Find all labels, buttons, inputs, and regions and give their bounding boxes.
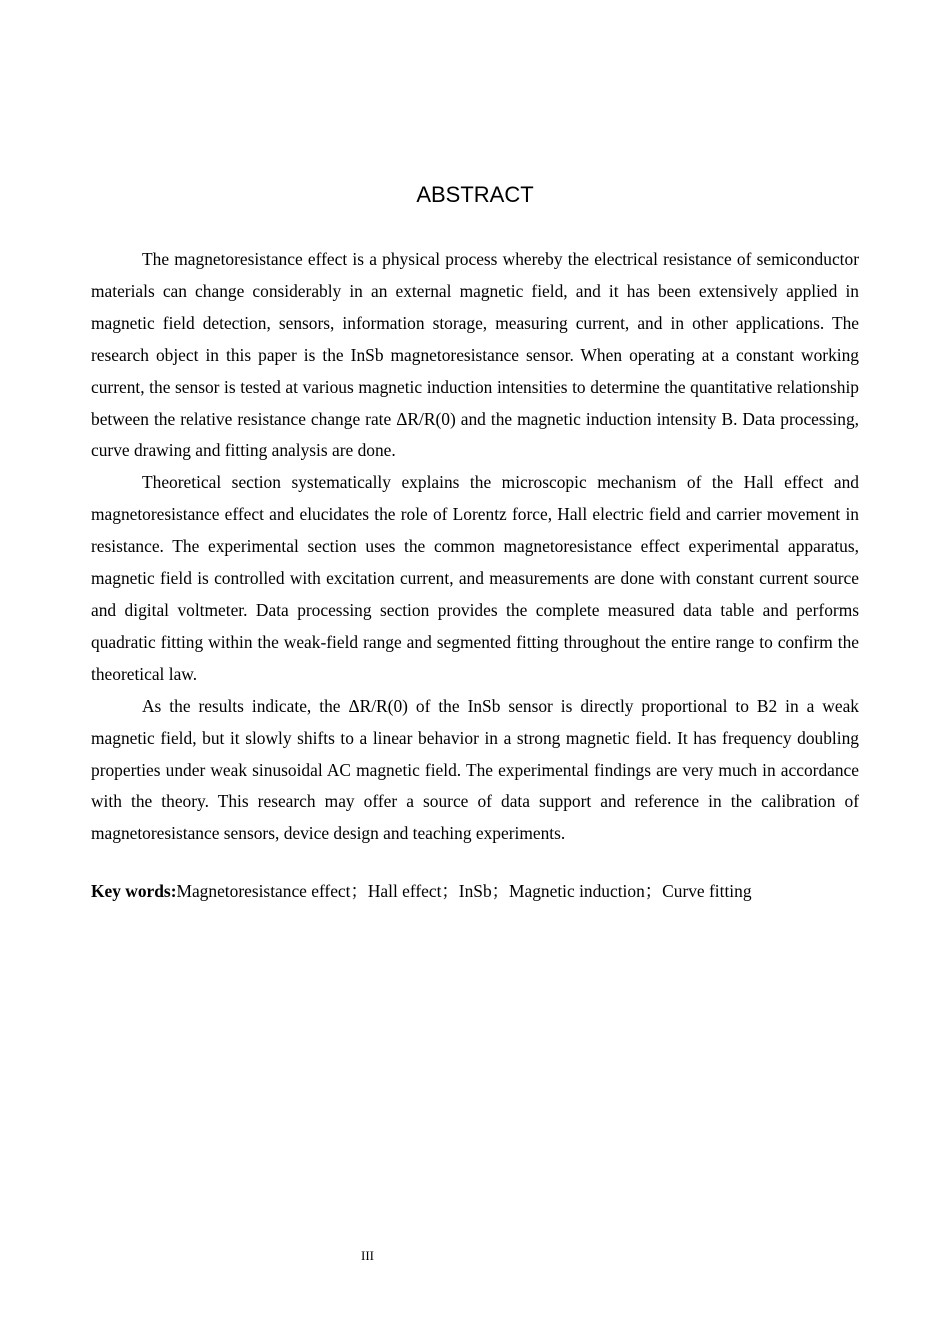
abstract-paragraph-3: As the results indicate, the ΔR/R(0) of the InSb sensor is directly proportional to B2 in a weak magnetic field, but it slowly shifts to a linear behavior in a strong magnetic field. It has frequency doubling properties under weak sinusoidal AC magnetic field. The experimental findings are very much in accordance with the theory. This research may offer a source of data support and reference in the calibration of magnetoresistance sensors, device design and teaching experiments. bbox=[91, 695, 859, 844]
abstract-title: ABSTRACT bbox=[416, 182, 534, 207]
abstract-paragraph-2: Theoretical section systematically explains the microscopic mechanism of the Hall effect and magnetoresistance effect and elucidates the role of Lorentz force, Hall electric field and carrier movement in resistance. The experimental section uses the common magnetoresistance effect experimental apparatus, magnetic field is controlled with excitation current, and measurements are done with constant current source and digital voltmeter. Data processing section provides the complete measured data table and performs quadratic fitting within the weak-field range and segmented fitting throughout the entire range to confirm the theoretical law. bbox=[91, 472, 859, 684]
keywords-label: Key words: bbox=[91, 881, 177, 901]
page-number: III bbox=[361, 1248, 374, 1263]
keywords-line bbox=[91, 876, 891, 908]
abstract-paragraph-1: The magnetoresistance effect is a physical process whereby the electrical resistance of semiconductor materials can change considerably in an external magnetic field, and it has been extensively applied in magnetic field detection, sensors, information storage, measuring current, and in other applications. The research object in this paper is the InSb magnetoresistance sensor. When operating at a constant working current, the sensor is tested at various magnetic induction intensities to determine the quantitative relationship between the relative resistance change rate ΔR/R(0) and the magnetic induction intensity B. Data processing, curve drawing and fitting analysis are done. bbox=[91, 249, 859, 461]
keywords-text: Magnetoresistance effect；Hall effect；InSb；Magnetic induction；Curve fitting bbox=[176, 881, 752, 901]
abstract-body bbox=[91, 244, 859, 850]
